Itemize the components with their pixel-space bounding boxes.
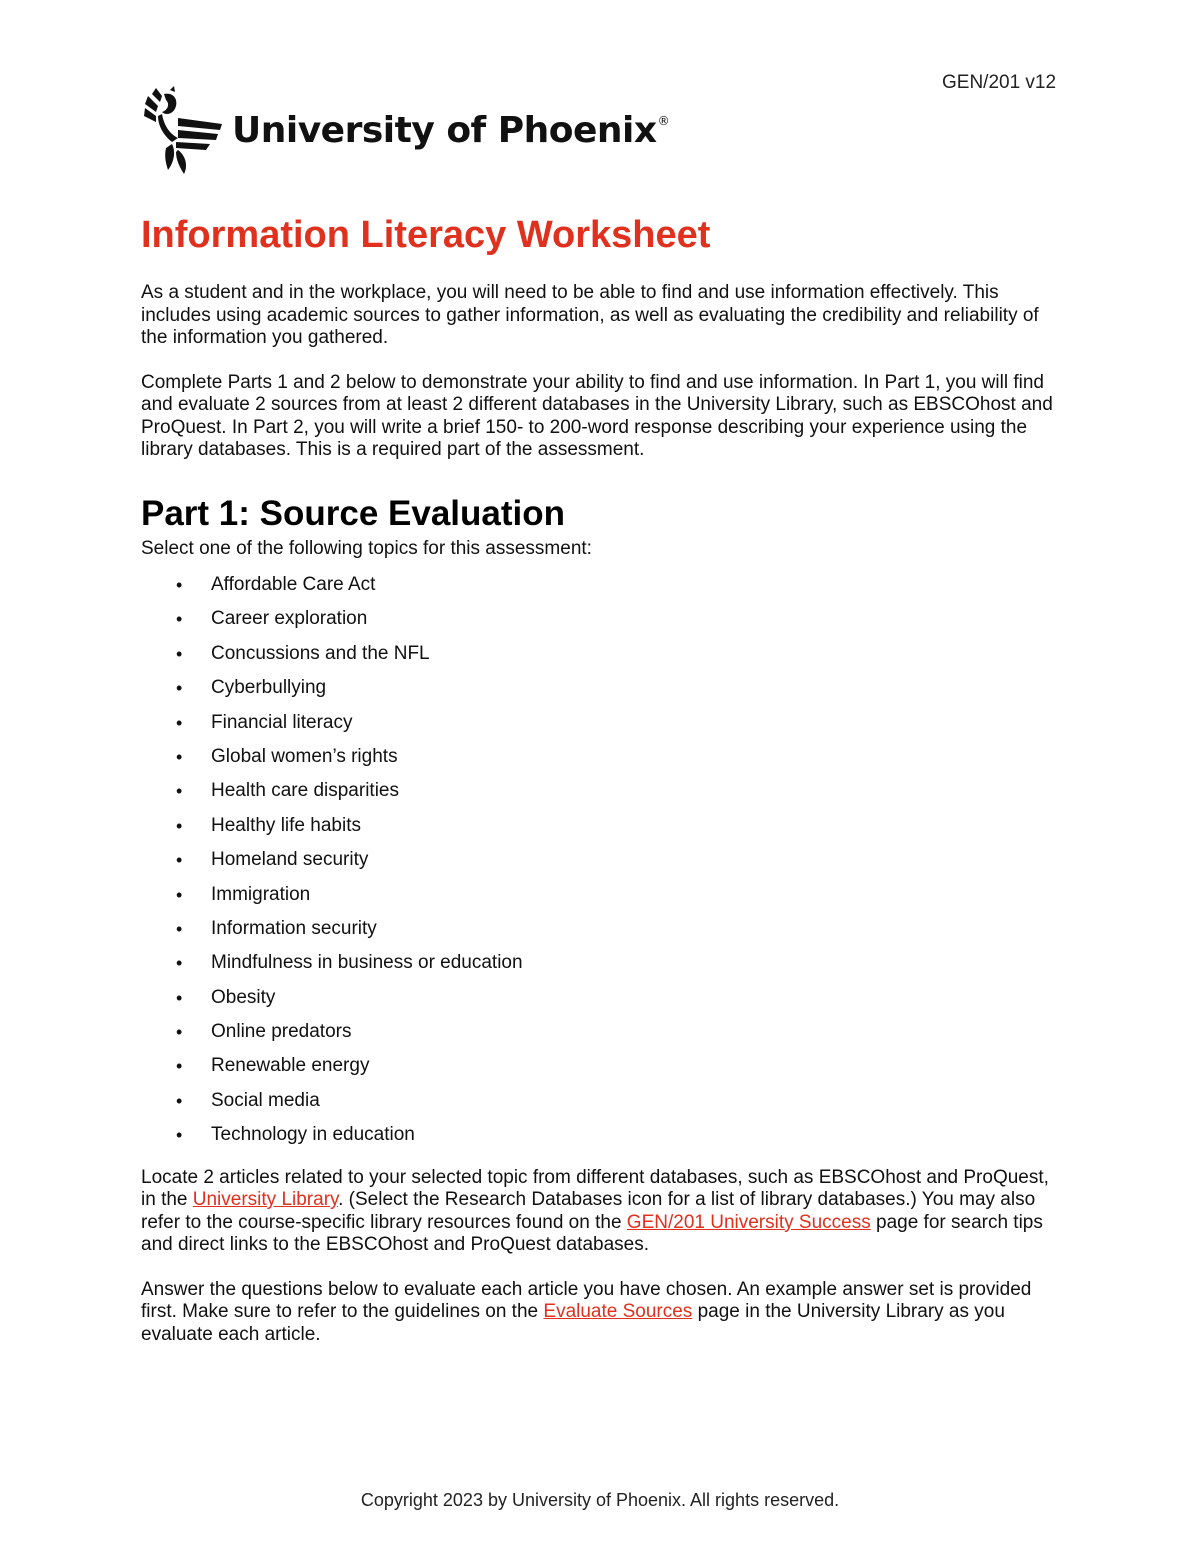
list-item	[141, 637, 1061, 671]
bullet-icon: •	[176, 1125, 183, 1146]
bullet-icon: •	[176, 953, 183, 974]
list-item	[141, 568, 1061, 602]
topic-label: Cyberbullying	[211, 677, 327, 699]
list-item	[141, 1084, 1061, 1118]
gen201-university-success-link[interactable]: GEN/201 University Success	[626, 1211, 871, 1233]
topic-label: Healthy life habits	[211, 814, 361, 836]
list-item	[141, 878, 1061, 912]
logo-text: University of Phoenix	[232, 109, 657, 151]
answer-text-1: Answer the questions below to evaluate each article you have chosen. An example answer set is provided first. Make sure to refer to the guidelines on the	[141, 1278, 1032, 1323]
topic-label: Renewable energy	[211, 1055, 370, 1077]
university-library-link[interactable]: University Library	[192, 1189, 339, 1211]
bullet-icon: •	[176, 575, 183, 595]
locate-text-3: page for search tips and direct links to the EBSCOhost and ProQuest databases.	[141, 1211, 1043, 1256]
topic-list	[141, 568, 1061, 1153]
list-item	[141, 946, 1061, 980]
list-item	[141, 774, 1061, 808]
bullet-icon: •	[176, 815, 183, 836]
locate-text-2: . (Select the Research Databases icon for a list of library databases.) You may also refer to the course-specific library resources found on the	[141, 1189, 1036, 1233]
topic-label: Homeland security	[211, 849, 369, 871]
list-item	[141, 843, 1061, 877]
logo-wordmark	[232, 110, 669, 151]
topic-label: Online predators	[211, 1021, 352, 1043]
topic-label: Global women’s rights	[211, 745, 398, 767]
bullet-icon: •	[176, 609, 183, 630]
bullet-icon: •	[176, 643, 183, 664]
list-item	[141, 912, 1061, 946]
locate-paragraph	[141, 1167, 1061, 1257]
bullet-icon: •	[176, 1056, 183, 1077]
list-item	[141, 602, 1061, 636]
topic-label: Mindfulness in business or education	[211, 952, 523, 974]
registered-mark: ®	[657, 113, 670, 128]
intro-paragraph-1: As a student and in the workplace, you will need to be able to find and use information effectively. This includes using academic sources to gather information, as well as evaluating the credibility and reliability of the information you gathered.	[141, 282, 1039, 348]
course-code: GEN/201 v12	[942, 72, 1057, 93]
answer-paragraph	[141, 1279, 1061, 1347]
topic-label: Financial literacy	[211, 711, 353, 733]
list-item	[141, 981, 1061, 1015]
topic-label: Career exploration	[211, 608, 368, 630]
topic-label: Affordable Care Act	[211, 574, 376, 595]
phoenix-logo-icon	[142, 84, 224, 176]
bullet-icon: •	[176, 850, 183, 871]
list-item	[141, 671, 1061, 705]
topic-label: Immigration	[211, 883, 311, 905]
list-item	[141, 1015, 1061, 1049]
topic-label: Concussions and the NFL	[211, 642, 430, 664]
bullet-icon: •	[176, 678, 183, 699]
topic-label: Obesity	[211, 986, 276, 1008]
bullet-icon: •	[176, 884, 183, 905]
bullet-icon: •	[176, 987, 183, 1008]
bullet-icon: •	[176, 712, 183, 733]
intro-paragraph-2: Complete Parts 1 and 2 below to demonstrate your ability to find and use information. In Part 1, you will find and evaluate 2 sources from at least 2 different databases in the University Library, such as EBSCOhost and ProQuest. In Part 2, you will write a brief 150- to 200-word response describing your experience using the library databases. This is a required part of the assessment.	[141, 371, 1053, 460]
main-content	[141, 210, 1061, 1346]
topic-label: Technology in education	[211, 1124, 415, 1146]
evaluate-sources-link[interactable]: Evaluate Sources	[543, 1301, 693, 1323]
list-item	[141, 1118, 1061, 1152]
list-item	[141, 809, 1061, 843]
list-item	[141, 706, 1061, 740]
list-item	[141, 740, 1061, 774]
answer-text-2: page in the University Library as you evaluate each article.	[141, 1301, 1005, 1345]
topic-label: Health care disparities	[211, 780, 399, 802]
bullet-icon: •	[176, 1090, 183, 1111]
topic-instruction: Select one of the following topics for this assessment:	[141, 537, 592, 559]
copyright-footer: Copyright 2023 by University of Phoenix. All rights reserved.	[360, 1490, 840, 1510]
topic-label: Information security	[211, 917, 377, 939]
bullet-icon: •	[176, 1022, 183, 1043]
bullet-icon: •	[176, 918, 183, 939]
university-logo	[142, 84, 669, 176]
part1-heading: Part 1: Source Evaluation	[141, 493, 566, 533]
page-title: Information Literacy Worksheet	[141, 214, 711, 256]
topic-label: Social media	[211, 1089, 320, 1111]
bullet-icon: •	[176, 781, 183, 802]
locate-text-1: Locate 2 articles related to your selected topic from different databases, such as EBSCOhost and ProQuest, in the	[141, 1166, 1049, 1211]
list-item	[141, 1049, 1061, 1083]
bullet-icon: •	[176, 746, 183, 767]
